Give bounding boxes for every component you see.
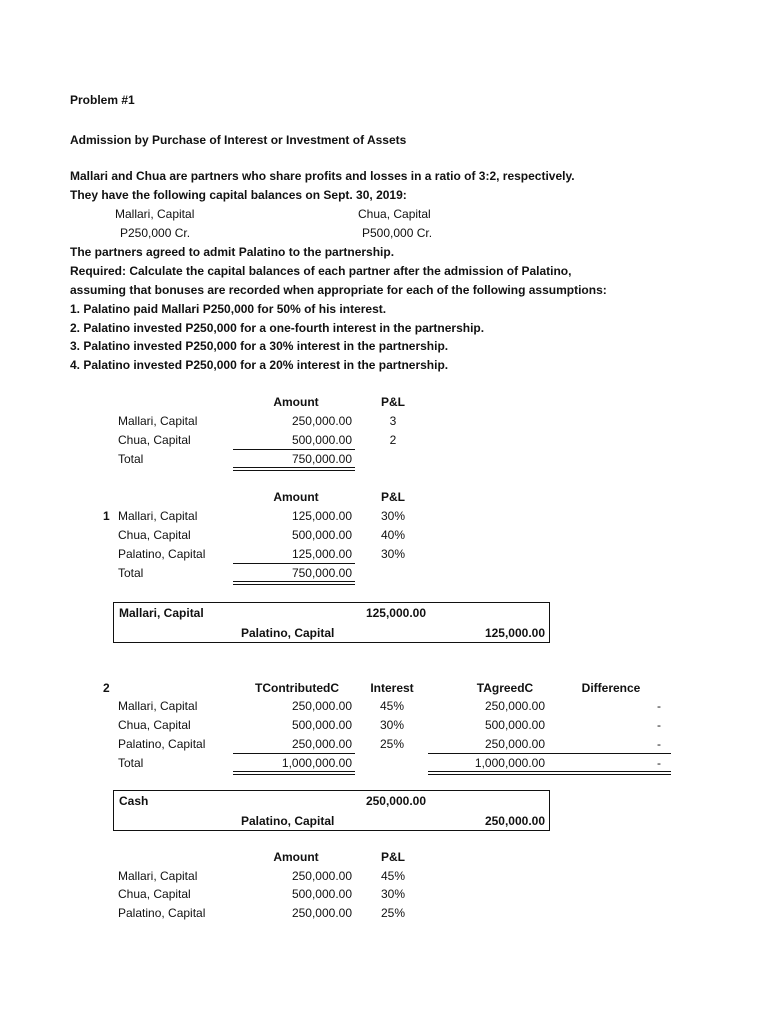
credit-amount: 125,000.00 bbox=[484, 626, 545, 640]
contributed-cell: 250,000.00 bbox=[291, 699, 352, 713]
amount-cell: 125,000.00 bbox=[291, 509, 352, 523]
amount-cell: 250,000.00 bbox=[291, 906, 352, 920]
pl-cell: 3 bbox=[389, 414, 397, 428]
amount-cell: 500,000.00 bbox=[291, 528, 352, 542]
amount-cell: 500,000.00 bbox=[291, 433, 352, 447]
column-header: P&L bbox=[381, 850, 405, 864]
debit-amount: 250,000.00 bbox=[365, 794, 426, 808]
pl-cell: 2 bbox=[389, 433, 397, 447]
chua-balance-value: P500,000 Cr. bbox=[362, 226, 433, 240]
assumption-1: 1. Palatino paid Mallari P250,000 for 50% of his interest. bbox=[70, 302, 387, 316]
journal-entry-1 bbox=[113, 602, 550, 643]
assumption-3: 3. Palatino invested P250,000 for a 30% interest in the partnership. bbox=[70, 339, 449, 353]
row-label: Palatino, Capital bbox=[118, 906, 206, 920]
total-cell: 750,000.00 bbox=[291, 452, 352, 466]
row-label: Mallari, Capital bbox=[118, 414, 198, 428]
subtitle: Admission by Purchase of Interest or Investment of Assets bbox=[70, 133, 407, 147]
total-cell: - bbox=[657, 756, 661, 770]
subtotal-line bbox=[233, 563, 355, 564]
amount-cell: 250,000.00 bbox=[291, 869, 352, 883]
pl-cell: 30% bbox=[380, 509, 406, 523]
row-label: Mallari, Capital bbox=[118, 509, 198, 523]
case-number: 2 bbox=[103, 681, 110, 695]
pl-cell: 40% bbox=[380, 528, 406, 542]
row-label: Chua, Capital bbox=[118, 718, 191, 732]
credit-account: Palatino, Capital bbox=[241, 626, 335, 640]
row-label: Mallari, Capital bbox=[118, 699, 198, 713]
credit-amount: 250,000.00 bbox=[484, 814, 545, 828]
amount-cell: 250,000.00 bbox=[291, 414, 352, 428]
pl-cell: 45% bbox=[380, 869, 406, 883]
total-double-line bbox=[428, 771, 671, 775]
row-label: Total bbox=[118, 452, 144, 466]
agreed-cell: 250,000.00 bbox=[484, 737, 545, 751]
mallari-balance-value: P250,000 Cr. bbox=[120, 226, 191, 240]
subtotal-line bbox=[233, 753, 355, 754]
column-header: Amount bbox=[273, 850, 319, 864]
column-header: TAgreedC bbox=[476, 681, 534, 695]
intro-line: Mallari and Chua are partners who share profits and losses in a ratio of 3:2, respectively. bbox=[70, 169, 575, 183]
contributed-cell: 500,000.00 bbox=[291, 718, 352, 732]
amount-cell: 125,000.00 bbox=[291, 547, 352, 561]
interest-cell: 45% bbox=[379, 699, 405, 713]
row-label: Palatino, Capital bbox=[118, 737, 206, 751]
total-cell: 1,000,000.00 bbox=[474, 756, 545, 770]
column-header: P&L bbox=[381, 395, 405, 409]
pl-cell: 25% bbox=[380, 906, 406, 920]
body-line: assuming that bonuses are recorded when appropriate for each of the following assumptions: bbox=[70, 283, 607, 297]
problem-title: Problem #1 bbox=[70, 93, 135, 107]
column-header: TContributedC bbox=[255, 681, 339, 695]
agreed-cell: 500,000.00 bbox=[484, 718, 545, 732]
interest-cell: 25% bbox=[379, 737, 405, 751]
row-label: Chua, Capital bbox=[118, 433, 191, 447]
row-label: Total bbox=[118, 566, 144, 580]
agreed-cell: 250,000.00 bbox=[484, 699, 545, 713]
assumption-2: 2. Palatino invested P250,000 for a one-fourth interest in the partnership. bbox=[70, 321, 485, 335]
row-label: Palatino, Capital bbox=[118, 547, 206, 561]
difference-cell: - bbox=[657, 718, 661, 732]
debit-account: Cash bbox=[119, 794, 149, 808]
mallari-balance-label: Mallari, Capital bbox=[115, 207, 195, 221]
column-header: Interest bbox=[370, 681, 414, 695]
difference-cell: - bbox=[657, 699, 661, 713]
case-number: 1 bbox=[103, 509, 110, 523]
total-double-line bbox=[233, 581, 355, 585]
pl-cell: 30% bbox=[380, 887, 406, 901]
credit-account: Palatino, Capital bbox=[241, 814, 335, 828]
row-label: Chua, Capital bbox=[118, 887, 191, 901]
row-label: Chua, Capital bbox=[118, 528, 191, 542]
row-label: Mallari, Capital bbox=[118, 869, 198, 883]
total-double-line bbox=[233, 771, 355, 775]
contributed-cell: 250,000.00 bbox=[291, 737, 352, 751]
total-cell: 750,000.00 bbox=[291, 566, 352, 580]
column-header: Amount bbox=[273, 395, 319, 409]
intro-line: They have the following capital balances on Sept. 30, 2019: bbox=[70, 188, 407, 202]
journal-entry-2 bbox=[113, 790, 550, 831]
row-label: Total bbox=[118, 756, 144, 770]
column-header: Amount bbox=[273, 490, 319, 504]
difference-cell: - bbox=[657, 737, 661, 751]
chua-balance-label: Chua, Capital bbox=[358, 207, 431, 221]
assumption-4: 4. Palatino invested P250,000 for a 20% interest in the partnership. bbox=[70, 358, 449, 372]
column-header: P&L bbox=[381, 490, 405, 504]
total-double-line bbox=[233, 467, 355, 471]
total-cell: 1,000,000.00 bbox=[281, 756, 352, 770]
pl-cell: 30% bbox=[380, 547, 406, 561]
body-line: Required: Calculate the capital balances of each partner after the admission of Palatino, bbox=[70, 264, 572, 278]
column-header: Difference bbox=[581, 681, 641, 695]
subtotal-line bbox=[233, 449, 355, 450]
debit-amount: 125,000.00 bbox=[365, 606, 426, 620]
subtotal-line bbox=[428, 753, 671, 754]
body-line: The partners agreed to admit Palatino to the partnership. bbox=[70, 245, 395, 259]
debit-account: Mallari, Capital bbox=[119, 606, 204, 620]
interest-cell: 30% bbox=[379, 718, 405, 732]
amount-cell: 500,000.00 bbox=[291, 887, 352, 901]
